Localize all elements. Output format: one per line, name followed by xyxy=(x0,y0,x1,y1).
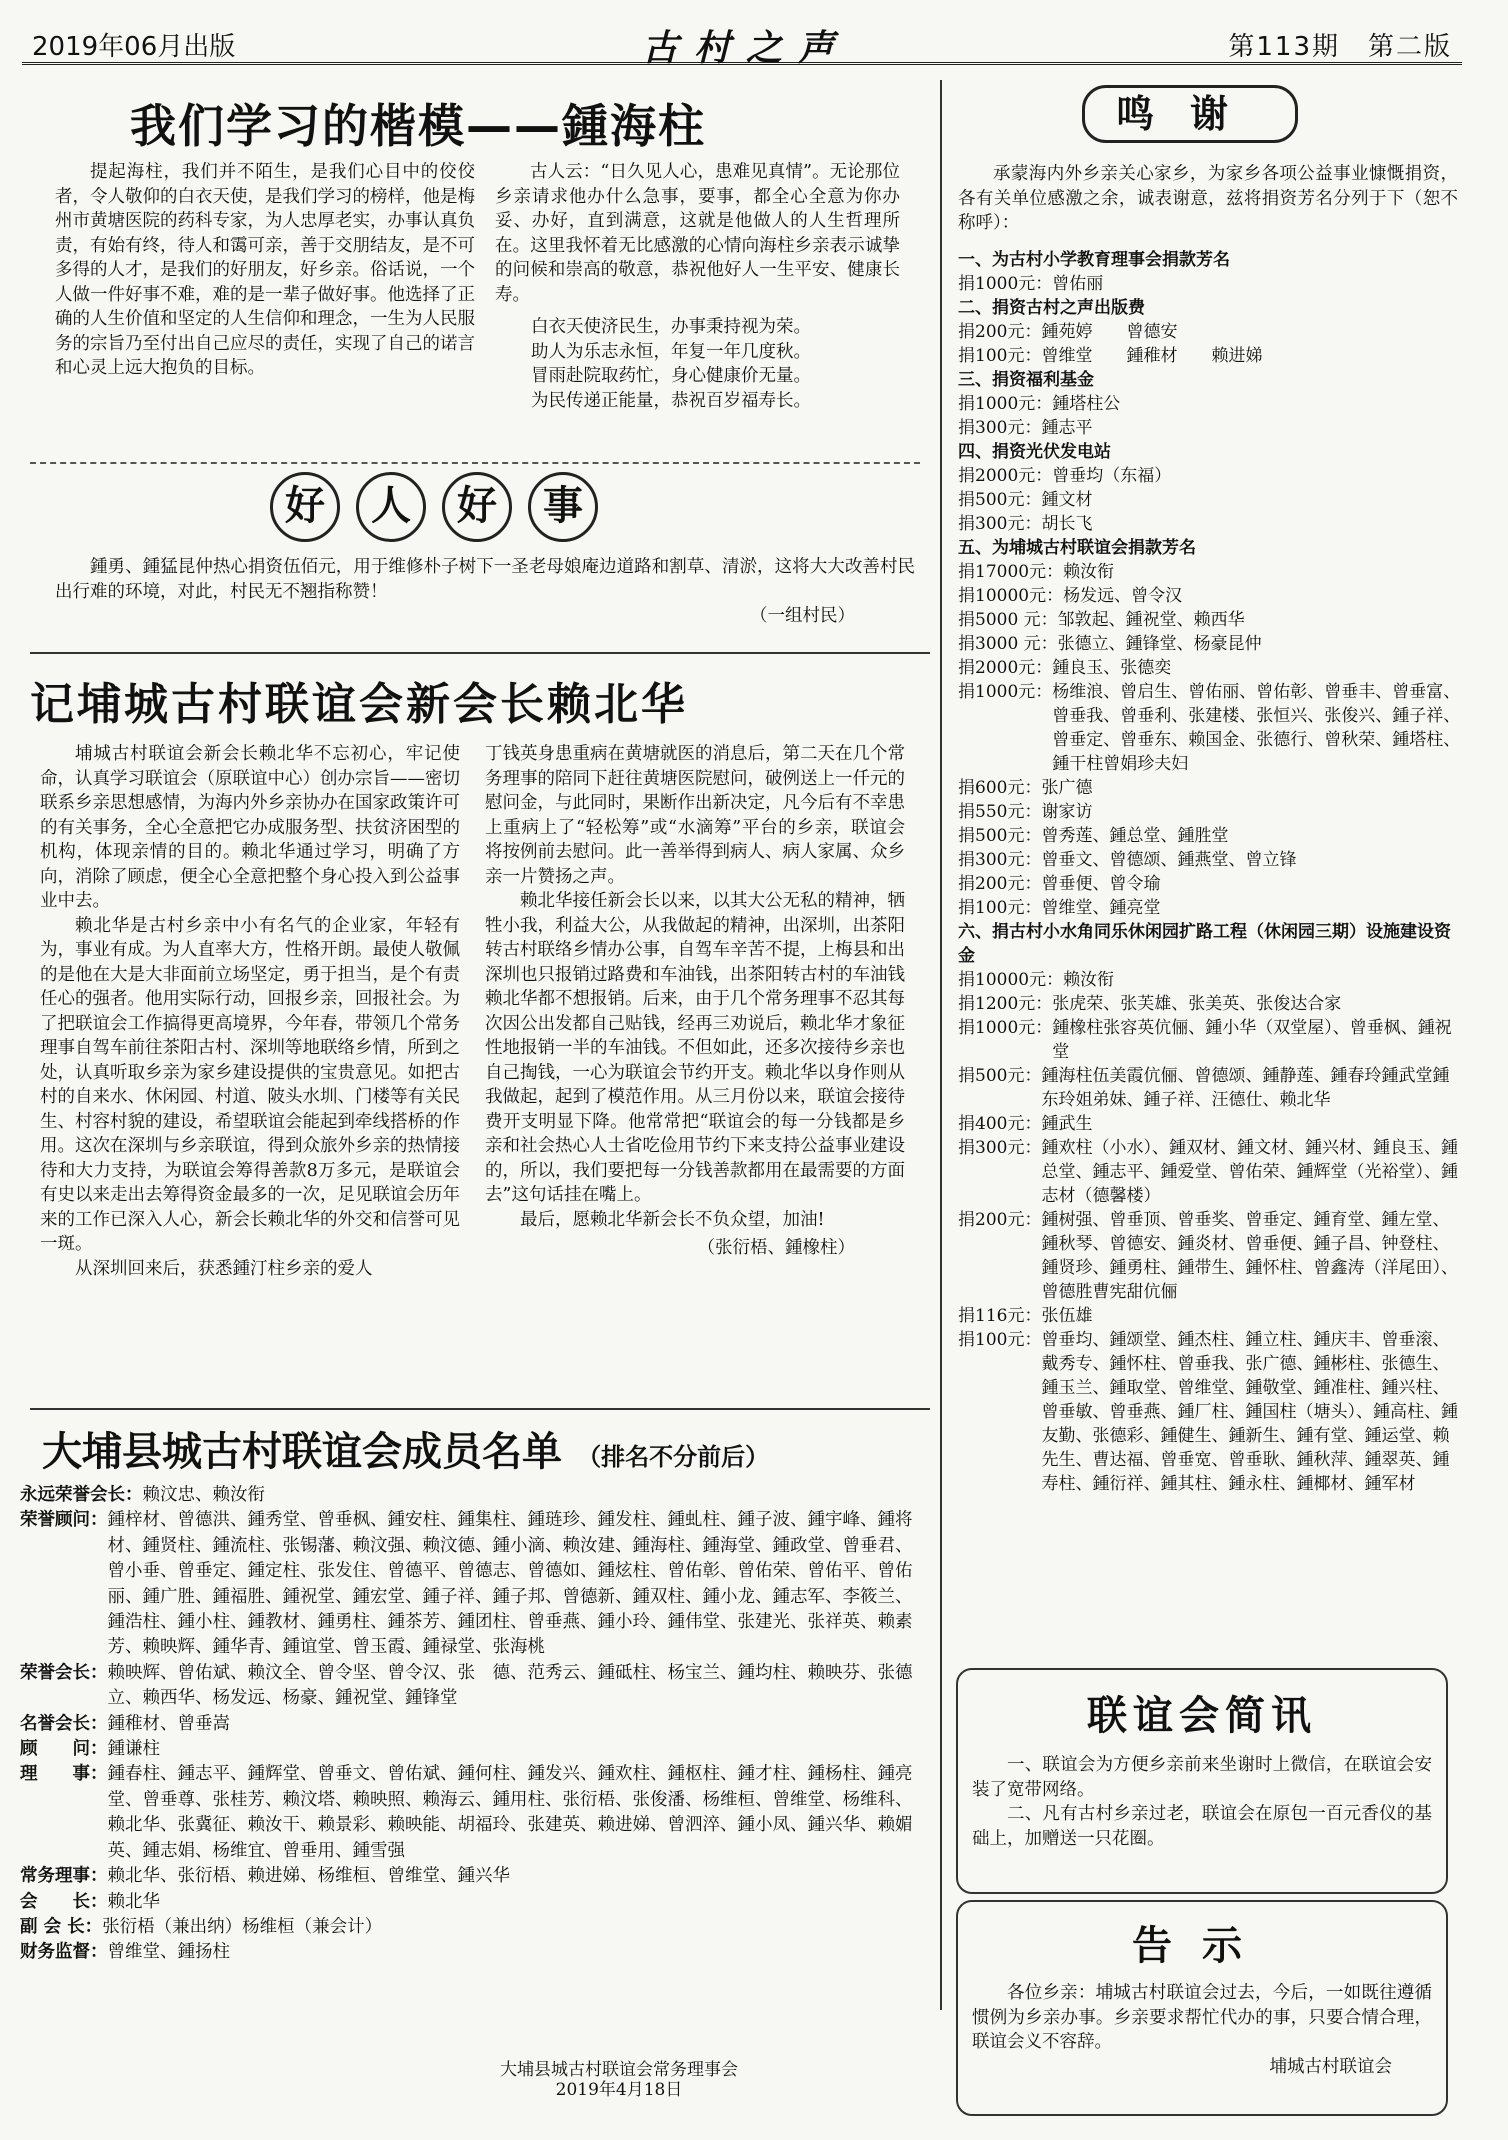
roster-label: 财务监督： xyxy=(20,1942,108,1963)
donation-amount: 捐400元： xyxy=(958,1114,1042,1134)
roster-label: 副 会 长： xyxy=(20,1916,103,1937)
donor-entry xyxy=(958,344,1463,368)
donor-section-heading: 三、捐资福利基金 xyxy=(958,370,1094,390)
donor-entry xyxy=(958,656,1463,680)
donation-amount: 捐1200元： xyxy=(958,994,1053,1014)
article-paragraph: 赖北华接任新会长以来，以其大公无私的精神，牺牲小我，利益大公，从我做起的精神，出深圳，出茶阳转古村联络乡情办公事，自驾车辛苦不提，上梅县和出深圳也只报销过路费和车油钱，出茶阳转古村的车油钱赖北华都不想报销。后来，由于几个常务理事不忍其每次因公出发都自己贴钱，经再三劝说后，赖北华才象征性地报销一半的车油钱。不但如此，还多次接待乡亲也自己掏钱，一心为联谊会节约开支。赖北华以身作则从我做起，起到了模范作用。从三月份以来，联谊会接待费开支明显下降。他常常把“联谊会的每一分钱都是乡亲和社会热心人士省吃俭用节约下来支持公益事业建设的，所以，我们要把每一分钱善款都用在最需要的方面去”这句话挂在嘴上。 xyxy=(485,891,905,1205)
donation-amount: 捐2000元： xyxy=(958,466,1053,486)
donor-entry xyxy=(958,872,1463,896)
announcement-body xyxy=(958,1971,1446,2079)
poem-line: 助人为乐志永恒，年复一年几度秋。 xyxy=(531,341,811,362)
title-char: 事 xyxy=(528,472,598,542)
roster-row xyxy=(20,1890,920,1915)
donor-entry xyxy=(958,968,1463,992)
donation-amount: 捐2000元： xyxy=(958,658,1053,678)
model-article-col2 xyxy=(495,160,900,413)
model-article-col1 xyxy=(55,160,475,381)
donor-names: 曾垂均（东福） xyxy=(1052,466,1172,486)
notice-paragraph: 一、联谊会为方便乡亲前来坐谢时上微信，在联谊会安装了宽带网络。 xyxy=(972,1755,1432,1800)
thanks-intro-text: 承蒙海内外乡亲关心家乡，为家乡各项公益事业慷慨捐资，各有关单位感激之余，诚表谢意，兹将捐资芳名分列于下（恕不称呼）： xyxy=(958,164,1458,233)
roster-row xyxy=(20,1762,920,1864)
donor-names: 张德立、鍾锋堂、杨豪昆仲 xyxy=(1057,634,1262,654)
donor-names: 赖汝衔 xyxy=(1063,970,1115,990)
notice-title: 联谊会简讯 xyxy=(1087,1693,1317,1739)
good-deed-title xyxy=(270,472,614,542)
thanks-intro xyxy=(958,162,1458,236)
roster-label: 理 事： xyxy=(20,1764,108,1785)
roster-title-block xyxy=(42,1420,769,1477)
poem-line: 白衣天使济民生，办事秉持视为荣。 xyxy=(531,317,811,337)
newspaper-name: 古村之声 xyxy=(642,27,851,69)
donor-entry xyxy=(958,1208,1463,1304)
donor-names: 鍾苑婷 曾德安 xyxy=(1041,322,1178,342)
good-deed-sign: （一组村民） xyxy=(750,606,855,626)
donor-entry xyxy=(958,824,1463,848)
donor-entry xyxy=(958,1136,1463,1208)
donor-entry xyxy=(958,1016,1463,1064)
roster-names: 赖北华 xyxy=(107,1891,160,1912)
donation-amount: 捐1000元： xyxy=(958,1018,1053,1038)
roster-names: 鍾梓材、曾德洪、鍾秀堂、曾垂枫、鍾安柱、鍾集柱、鍾琏珍、鍾发柱、鍾虬柱、鍾子波、鍾宇峰、鍾将材、鍾贤柱、鍾流柱、张锡藩、赖汶强、赖汶德、鍾小滴、赖汝建、鍾海柱、鍾海堂、鍾政堂、曾垂君、曾小垂、曾垂定、鍾定柱、张发住、曾德平、曾德志、曾德如、鍾炫柱、曾佑彰、曾佑荣、曾佑平、曾佑丽、鍾广胜、鍾福胜、鍾祝堂、鍾宏堂、鍾子祥、鍾子邦、曾德新、鍾双柱、鍾小龙、鍾志军、李筱兰、鍾浩柱、鍾小柱、鍾教材、鍾勇柱、鍾茶芳、鍾团柱、曾垂燕、鍾小玲、鍾伟堂、张建光、张祥英、赖素芳、赖映辉、鍾华青、鍾谊堂、曾玉霞、鍾禄堂、张海桃 xyxy=(107,1510,913,1658)
donation-amount: 捐1000元： xyxy=(958,394,1053,414)
donation-amount: 捐500元： xyxy=(958,1066,1042,1086)
announcement-sign: 埔城古村联谊会 xyxy=(1269,2056,1392,2077)
donor-names: 曾垂便、曾令瑜 xyxy=(1041,874,1161,894)
article-paragraph: 赖北华是古村乡亲中小有名气的企业家，年轻有为，事业有成。为人直率大方，性格开朗。最使人敬佩的是他在大是大非面前立场坚定，勇于担当，是个有责任心的强者。他用实际行动，回报乡亲，回报社会。为了把联谊会工作搞得更高境界，今年春，带领几个常务理事自驾车前往茶阳古村、深圳等地联络乡情，所到之处，认真听取乡亲为家乡建设提供的宝贵意见。如把古村的自来水、休闲园、村道、陂头水圳、门楼等有关民生、村容村貌的建设，希望联谊会能起到牵线搭桥的作用。这次在深圳与乡亲联谊，得到众旅外乡亲的热情接待和大力支持，为联谊会筹得善款8万多元，是联谊会有史以来走出去筹得资金最多的一次，足见联谊会历年来的工作已深入人心，新会长赖北华的外交和信誉可见一斑。 xyxy=(40,915,460,1254)
roster-footer-org: 大埔县城古村联谊会常务理事会 xyxy=(500,2060,738,2080)
good-deed-text: 鍾勇、鍾猛昆仲热心捐资伍佰元，用于维修朴子树下一圣老母娘庵边道路和割草、清淤，这将大大改善村民出行难的环境，对此，村民无不翘指称赞！ xyxy=(55,557,915,602)
donor-entry xyxy=(958,992,1463,1016)
roster-row xyxy=(20,1508,920,1660)
donation-amount: 捐300元： xyxy=(958,1138,1042,1158)
donor-entry xyxy=(958,464,1463,488)
roster-list xyxy=(20,1483,920,1966)
roster-title: 大埔县城古村联谊会成员名单 xyxy=(42,1429,562,1475)
donation-amount: 捐5000 元： xyxy=(958,610,1058,630)
donor-section-heading: 二、捐资古村之声出版费 xyxy=(958,298,1145,318)
donation-amount: 捐300元： xyxy=(958,418,1042,438)
good-deed-body xyxy=(55,555,915,629)
donor-list xyxy=(958,248,1463,1496)
donation-amount: 捐116元： xyxy=(958,1306,1042,1326)
roster-names: 赖北华、张衍梧、赖进娣、杨维桓、曾维堂、鍾兴华 xyxy=(107,1866,510,1887)
roster-note: （排名不分前后） xyxy=(577,1443,770,1471)
donor-entry xyxy=(958,1112,1463,1136)
model-article-paragraph: 提起海柱，我们并不陌生，是我们心目中的佼佼者，令人敬仰的白衣天使，是我们学习的榜样，他是梅州市黄塘医院的药科专家，为人忠厚老实，办事认真负责，有始有终，待人和霭可亲，善于交朋结友，是不可多得的人才，是我们的好朋友，好乡亲。俗话说，一个人做一件好事不难，难的是一辈子做好事。他选择了正确的人生价值和坚定的人生信仰和理念，一生为人民服务的宗旨乃至付出自己应尽的责任，实现了自己的诺言和心灵上远大抱负的目标。 xyxy=(55,162,475,378)
donor-names: 赖汝衔 xyxy=(1063,562,1115,582)
issue-number: 第113期 第二版 xyxy=(1228,32,1452,62)
publish-date: 2019年06月出版 xyxy=(32,32,236,62)
donor-entry xyxy=(958,680,1463,776)
president-article-title: 记埔城古村联谊会新会长赖北华 xyxy=(30,679,688,730)
announcement-title: 告示 xyxy=(1132,1923,1272,1969)
donor-entry xyxy=(958,320,1463,344)
donor-entry xyxy=(958,392,1463,416)
roster-row xyxy=(20,1661,920,1712)
donor-entry xyxy=(958,1304,1463,1328)
donation-amount: 捐1000元： xyxy=(958,274,1053,294)
donor-entry xyxy=(958,1064,1463,1112)
donor-entry xyxy=(958,416,1463,440)
donation-amount: 捐500元： xyxy=(958,490,1042,510)
donor-names: 曾秀莲、鍾总堂、鍾胜堂 xyxy=(1041,826,1229,846)
roster-label: 永远荣誉会长： xyxy=(20,1485,143,1505)
donor-names: 鍾良玉、张德奕 xyxy=(1052,658,1172,678)
roster-names: 鍾稚材、曾垂嵩 xyxy=(107,1713,230,1734)
model-article-paragraph: 古人云：“日久见人心，患难见真情”。无论那位乡亲请求他办什么急事，要事，都全心全意为你办妥、办好，直到满意，这就是他做人的人生哲理所在。这里我怀着无比感激的心情向海柱乡亲表示诚挚的问候和崇高的敬意，恭祝他好人一生平安、健康长寿。 xyxy=(495,162,900,305)
donation-amount: 捐200元： xyxy=(958,874,1042,894)
donor-entry xyxy=(958,896,1463,920)
article-paragraph: 丁钱英身患重病在黄塘就医的消息后，第二天在几个常务理事的陪同下赶往黄塘医院慰问，破例送上一仟元的慰问金，与此同时，果断作出新决定，凡今后有不幸患上重病上了“轻松筹”或“水滴筹”平台的乡亲，联谊会将按例前去慰问。此一善举得到病人、病人家属、众乡亲一片赞扬之声。 xyxy=(485,744,905,887)
donor-names: 鍾树强、曾垂顶、曾垂奖、曾垂定、鍾育堂、鍾左堂、鍾秋琴、曾德安、鍾炎材、曾垂便、鍾子昌、钟登柱、鍾贤珍、鍾勇柱、鍾带生、鍾怀柱、曾鑫涛（洋尾田）、曾德胜曹宪甜伉俪 xyxy=(1041,1210,1458,1302)
column-divider xyxy=(940,80,942,2010)
donation-amount: 捐200元： xyxy=(958,322,1042,342)
donation-amount: 捐300元： xyxy=(958,514,1042,534)
thanks-title: 鸣谢 xyxy=(1082,85,1298,143)
masthead xyxy=(22,20,1462,69)
president-article-col2 xyxy=(485,742,905,1261)
donation-amount: 捐100元： xyxy=(958,898,1042,918)
donor-names: 曾维堂 鍾稚材 赖进娣 xyxy=(1041,346,1263,366)
donor-entry xyxy=(958,608,1463,632)
donation-amount: 捐10000元： xyxy=(958,586,1064,606)
roster-row xyxy=(20,1915,920,1940)
roster-names: 鍾春柱、鍾志平、鍾辉堂、曾垂文、曾佑斌、鍾何柱、鍾发兴、鍾欢柱、鍾枢柱、鍾才柱、鍾杨柱、鍾亮堂、曾垂尊、张桂芳、赖汶塔、赖映照、赖海云、鍾用柱、张衍梧、张俊潘、杨维桓、曾维堂、杨维科、赖北华、张冀征、赖汝干、赖景彩、赖映能、胡福玲、张建英、赖进娣、曾泗淬、鍾小凤、鍾兴华、赖媚英、鍾志娟、杨维宜、曾垂用、鍾雪强 xyxy=(107,1764,913,1861)
donor-names: 张伍雄 xyxy=(1041,1306,1093,1326)
donor-names: 曾维堂、鍾亮堂 xyxy=(1041,898,1161,918)
roster-label: 会 长： xyxy=(20,1891,108,1912)
donor-entry xyxy=(958,560,1463,584)
article-paragraph: 从深圳回来后，获悉鍾汀柱乡亲的爱人 xyxy=(75,1258,373,1279)
donor-names: 鍾志平 xyxy=(1041,418,1093,438)
roster-label: 荣誉会长： xyxy=(20,1662,108,1683)
roster-row xyxy=(20,1712,920,1737)
donor-names: 曾垂文、曾德颂、鍾燕堂、曾立锋 xyxy=(1041,850,1297,870)
donor-names: 鍾欢柱（小水）、鍾双材、鍾文材、鍾兴材、鍾良玉、鍾总堂、鍾志平、鍾爱堂、曾佑荣、鍾辉堂（光裕堂）、鍾志材（德馨楼） xyxy=(1041,1138,1458,1206)
donor-names: 邹敦起、鍾祝堂、赖西华 xyxy=(1057,610,1245,630)
poem-line: 为民传递正能量，恭祝百岁福寿长。 xyxy=(531,390,811,411)
donation-amount: 捐10000元： xyxy=(958,970,1064,990)
model-article-title: 我们学习的楷模——鍾海柱 xyxy=(130,99,706,153)
donation-amount: 捐17000元： xyxy=(958,562,1064,582)
donor-names: 鍾武生 xyxy=(1041,1114,1093,1134)
roster-label: 顾 问： xyxy=(20,1739,108,1760)
president-article-sign: （张衍梧、鍾橡柱） xyxy=(697,1238,855,1258)
roster-row xyxy=(20,1864,920,1889)
roster-row xyxy=(20,1940,920,1965)
roster-label: 常务理事： xyxy=(20,1866,108,1887)
announcement-text: 各位乡亲：埔城古村联谊会过去，今后，一如既往遵循惯例为乡亲办事。乡亲要求帮忙代办的事，只要合情合理，联谊会义不容辞。 xyxy=(972,1983,1432,2052)
section-divider xyxy=(30,462,920,464)
roster-row xyxy=(20,1737,920,1762)
donor-entry xyxy=(958,584,1463,608)
donation-amount: 捐100元： xyxy=(958,1330,1042,1350)
donor-names: 鍾塔柱公 xyxy=(1052,394,1121,414)
donation-amount: 捐500元： xyxy=(958,826,1042,846)
donor-entry xyxy=(958,800,1463,824)
donor-section-heading: 四、捐资光伏发电站 xyxy=(958,442,1111,462)
title-char: 人 xyxy=(356,472,426,542)
roster-footer xyxy=(500,2060,738,2100)
donor-entry xyxy=(958,776,1463,800)
roster-names: 鍾谦柱 xyxy=(107,1739,160,1760)
donation-amount: 捐100元： xyxy=(958,346,1042,366)
donation-amount: 捐600元： xyxy=(958,778,1042,798)
notice-box xyxy=(956,1668,1448,1894)
roster-row xyxy=(20,1483,920,1508)
donor-section-heading: 五、为埔城古村联谊会捐款芳名 xyxy=(958,538,1196,558)
poem-line: 冒雨赴院取药忙，身心健康价无量。 xyxy=(531,366,811,386)
roster-label: 荣誉顾问： xyxy=(20,1510,108,1531)
donation-amount: 捐550元： xyxy=(958,802,1042,822)
title-char: 好 xyxy=(442,472,512,542)
donor-entry xyxy=(958,272,1463,296)
donor-section-heading: 六、捐古村小水角同乐休闲园扩路工程（休闲园三期）设施建设资金 xyxy=(958,922,1451,966)
donor-names: 杨发远、曾令汉 xyxy=(1063,586,1183,606)
roster-names: 赖汶忠、赖汝衔 xyxy=(142,1485,265,1505)
donor-names: 胡长飞 xyxy=(1041,514,1093,534)
donor-entry xyxy=(958,1328,1463,1496)
donor-names: 杨维浪、曾启生、曾佑丽、曾佑彰、曾垂丰、曾垂富、曾垂我、曾垂利、张建楼、张恒兴、张俊兴、鍾子祥、曾垂定、曾垂东、赖国金、张德行、曾秋荣、鍾塔柱、鍾干柱曾娟珍夫妇 xyxy=(1052,682,1461,774)
roster-names: 张衍梧（兼出纳）杨维桓（兼会计） xyxy=(102,1916,383,1937)
president-article-col1 xyxy=(40,742,460,1281)
model-article-poem xyxy=(495,315,900,413)
donor-section-heading: 一、为古村小学教育理事会捐款芳名 xyxy=(958,250,1230,270)
donor-names: 鍾橡柱张容英伉俪、鍾小华（双堂屋）、曾垂枫、鍾祝堂 xyxy=(1052,1018,1452,1062)
donor-names: 张虎荣、张芙雄、张美英、张俊达合家 xyxy=(1052,994,1342,1014)
announcement-box xyxy=(956,1900,1448,2116)
article-paragraph: 最后，愿赖北华新会长不负众望，加油! xyxy=(520,1209,825,1230)
donor-names: 鍾海柱伍美霞伉俪、曾德颂、鍾静莲、鍾春玲鍾武堂鍾东玲姐弟妹、鍾子祥、汪德仕、赖北华 xyxy=(1041,1066,1450,1110)
donor-names: 曾佑丽 xyxy=(1052,274,1104,294)
donor-entry xyxy=(958,488,1463,512)
roster-names: 曾维堂、鍾扬柱 xyxy=(107,1942,230,1963)
notice-body xyxy=(958,1741,1446,1851)
donor-entry xyxy=(958,848,1463,872)
donation-amount: 捐300元： xyxy=(958,850,1042,870)
title-char: 好 xyxy=(270,472,340,542)
donation-amount: 捐3000 元： xyxy=(958,634,1058,654)
article-paragraph: 埔城古村联谊会新会长赖北华不忘初心，牢记使命，认真学习联谊会（原联谊中心）创办宗旨——密切联系乡亲思想感情，为海内外乡亲协办在国家政策许可的有关事务，全心全意把它办成服务型、扶贫济困型的机构，体现亲情的目的。赖北华通过学习，明确了方向，消除了顾虑，便全心全意把整个身心投入到公益事业中去。 xyxy=(40,744,460,911)
donor-names: 张广德 xyxy=(1041,778,1093,798)
donor-names: 鍾文材 xyxy=(1041,490,1093,510)
section-divider xyxy=(30,1408,930,1410)
roster-names: 赖映辉、曾佑斌、赖汶全、曾令坚、曾令汉、张 德、范秀云、鍾砥柱、杨宝兰、鍾均柱、赖映芬、张德立、赖西华、杨发远、杨豪、鍾祝堂、鍾锋堂 xyxy=(107,1662,913,1709)
roster-label: 名誉会长： xyxy=(20,1713,108,1734)
donor-names: 谢家访 xyxy=(1041,802,1093,822)
notice-paragraph: 二、凡有古村乡亲过老，联谊会在原包一百元香仪的基础上，加赠送一只花圈。 xyxy=(972,1804,1432,1849)
donor-entry xyxy=(958,512,1463,536)
donor-entry xyxy=(958,632,1463,656)
donor-names: 曾垂均、鍾颂堂、鍾杰柱、鍾立柱、鍾庆丰、曾垂滚、戴秀专、鍾怀柱、曾垂我、张广德、鍾彬柱、张德生、鍾玉兰、鍾取堂、曾维堂、鍾敬堂、鍾准柱、鍾兴柱、曾垂敏、曾垂燕、鍾厂柱、鍾国柱（塘头）、鍾高柱、鍾友勤、张德彩、鍾健生、鍾新生、鍾有堂、鍾运堂、赖先生、曹达福、曾垂宽、曾垂耿、鍾秋萍、鍾翠英、鍾寿柱、鍾衍祥、鍾其柱、鍾永柱、鍾椰材、鍾军材 xyxy=(1041,1330,1458,1494)
donation-amount: 捐1000元： xyxy=(958,682,1053,702)
donation-amount: 捐200元： xyxy=(958,1210,1042,1230)
section-divider xyxy=(30,652,930,654)
roster-footer-date: 2019年4月18日 xyxy=(555,2080,683,2100)
